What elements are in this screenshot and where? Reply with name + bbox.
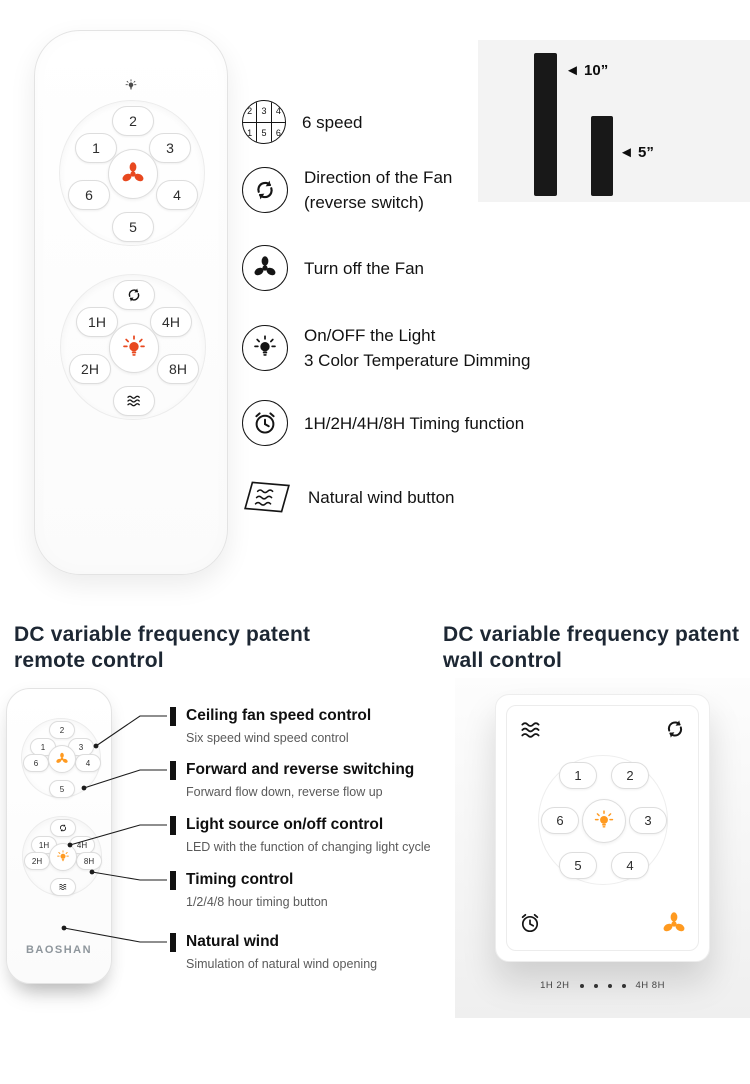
callout-fan-speed: Ceiling fan speed control Six speed wind speed control [170, 706, 371, 745]
reverse-button[interactable] [663, 717, 687, 741]
fan-icon [55, 752, 69, 766]
feature-text: Direction of the Fan (reverse switch) [304, 168, 453, 212]
speed-button-2[interactable]: 2 [49, 721, 75, 739]
timing-dot [622, 984, 626, 988]
reverse-button[interactable] [113, 280, 155, 310]
timer-8h-button[interactable]: 8H [76, 852, 102, 870]
timing-dot [580, 984, 584, 988]
callout-timing: Timing control 1/2/4/8 hour timing button [170, 870, 328, 909]
speed-button-4[interactable]: 4 [156, 180, 198, 210]
speed-button-6[interactable]: 6 [23, 754, 49, 772]
speed-button-3[interactable]: 3 [68, 738, 94, 756]
timer-clock-icon [242, 400, 288, 446]
natural-wind-button[interactable] [518, 717, 544, 743]
speed-button-6[interactable]: 6 [541, 807, 579, 834]
timer-4h-button[interactable]: 4H [69, 836, 95, 854]
reverse-icon [663, 717, 687, 741]
feature-text: On/OFF the Light 3 Color Temperature Dimming [304, 326, 531, 370]
timer-button[interactable] [518, 911, 542, 935]
speed-button-5[interactable]: 5 [49, 780, 75, 798]
timer-1h-button[interactable]: 1H [76, 307, 118, 337]
light-button[interactable] [109, 323, 159, 373]
callout-light: Light source on/off control LED with the function of changing light cycle [170, 815, 431, 854]
fan-icon [120, 161, 146, 187]
light-button[interactable] [582, 799, 626, 843]
wall-timing-indicators [455, 980, 750, 991]
fan-icon [242, 245, 288, 291]
callout-reverse: Forward and reverse switching Forward flow down, reverse flow up [170, 760, 414, 799]
timer-clock-icon [518, 911, 542, 935]
mini-speed-pad [21, 718, 101, 798]
timer-2h-button[interactable]: 2H [24, 852, 50, 870]
led-indicator-icon [125, 79, 138, 92]
wind-icon [518, 717, 544, 743]
timing-label-left: 1H 2H [540, 980, 570, 991]
reverse-icon [58, 823, 68, 833]
downrod-10in-bar [534, 53, 557, 196]
fan-power-button[interactable] [48, 745, 76, 773]
callout-marker [170, 933, 176, 952]
wind-icon [125, 392, 143, 410]
fan-power-button[interactable] [108, 149, 158, 199]
timing-label-right: 4H 8H [635, 980, 665, 991]
fan-power-button[interactable] [661, 911, 687, 937]
speed-button-6[interactable]: 6 [68, 180, 110, 210]
speed-button-2[interactable]: 2 [611, 762, 649, 789]
wall-control-photo [455, 678, 750, 1018]
timer-2h-button[interactable]: 2H [69, 354, 111, 384]
speed-button-1[interactable]: 1 [559, 762, 597, 789]
speed-button-5[interactable]: 5 [559, 852, 597, 879]
feature-timing [242, 396, 524, 450]
feature-text: 1H/2H/4H/8H Timing function [304, 413, 525, 433]
light-bulb-icon [593, 810, 615, 832]
mini-remote-illustration [6, 688, 112, 984]
callout-natural-wind: Natural wind Simulation of natural wind opening [170, 932, 377, 971]
light-button[interactable] [49, 843, 77, 871]
feature-light [242, 321, 530, 375]
timer-1h-button[interactable]: 1H [31, 836, 57, 854]
wind-icon [58, 882, 68, 892]
callout-marker [170, 816, 176, 835]
speed-button-5[interactable]: 5 [112, 212, 154, 242]
downrod-5in-label: ◄ 5” [619, 144, 654, 161]
natural-wind-button[interactable] [113, 386, 155, 416]
speed-button-3[interactable]: 3 [149, 133, 191, 163]
remote-section-heading: DC variable frequency patent remote control [14, 623, 311, 672]
feature-natural-wind [242, 470, 454, 524]
feature-direction [242, 163, 452, 217]
timing-dot [608, 984, 612, 988]
reverse-button[interactable] [50, 819, 76, 837]
downrod-5in-bar [591, 116, 613, 196]
timer-button-pad [60, 274, 206, 420]
speed-button-1[interactable]: 1 [30, 738, 56, 756]
downrod-photo [478, 40, 750, 202]
wall-control-plate [495, 694, 710, 962]
wall-section-heading: DC variable frequency patent wall control [443, 623, 740, 672]
natural-wind-button[interactable] [50, 878, 76, 896]
natural-wind-icon [242, 479, 292, 515]
feature-6-speed [242, 95, 363, 149]
fan-icon [661, 911, 687, 937]
light-bulb-icon [121, 335, 147, 361]
timer-4h-button[interactable]: 4H [150, 307, 192, 337]
speed-button-4[interactable]: 4 [75, 754, 101, 772]
feature-text: 6 speed [302, 112, 363, 132]
speed-dial-icon: 2 3 4 1 5 6 [242, 100, 286, 144]
downrod-10in-label: ◄ 10” [565, 62, 609, 79]
mini-timer-pad [22, 816, 102, 896]
reverse-icon [125, 286, 143, 304]
light-bulb-icon [242, 325, 288, 371]
speed-button-2[interactable]: 2 [112, 106, 154, 136]
callout-marker [170, 707, 176, 726]
feature-text: Turn off the Fan [304, 258, 425, 278]
speed-button-4[interactable]: 4 [611, 852, 649, 879]
callout-marker [170, 871, 176, 890]
brand-logo: BAOSHAN [25, 944, 93, 956]
timing-dot [594, 984, 598, 988]
reverse-icon [242, 167, 288, 213]
speed-button-3[interactable]: 3 [629, 807, 667, 834]
light-bulb-icon [56, 850, 70, 864]
speed-button-pad [59, 100, 205, 246]
feature-text: Natural wind button [308, 487, 455, 507]
wall-speed-pad [538, 755, 668, 885]
feature-fan-off [242, 241, 424, 295]
callout-marker [170, 761, 176, 780]
timer-8h-button[interactable]: 8H [157, 354, 199, 384]
remote-control-illustration [34, 30, 228, 575]
speed-button-1[interactable]: 1 [75, 133, 117, 163]
